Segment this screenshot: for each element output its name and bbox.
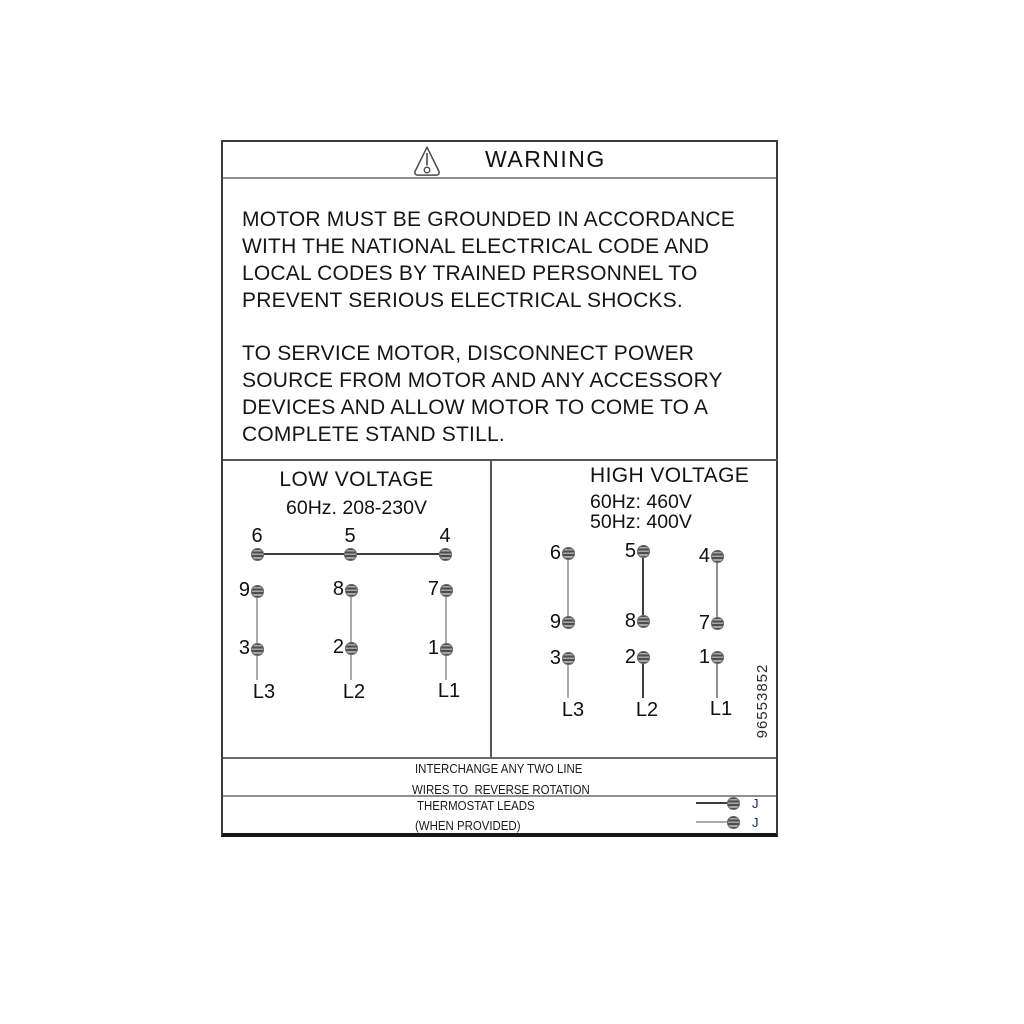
high-voltage-title: HIGH VOLTAGE [590,464,750,487]
warning-title: WARNING [485,146,606,172]
wire-line [445,590,447,680]
wire-line [567,553,569,622]
motor-warning-label [221,140,778,837]
thermostat-j-label: J [752,815,759,830]
lv-lead-label-l3: L3 [252,681,276,703]
terminal-screw-icon [440,643,453,656]
thermostat-lead-wire [696,821,729,823]
lv-terminal-9-label: 9 [238,579,250,601]
terminal-screw-icon [345,584,358,597]
hv-freq-50: 50Hz: 400V [590,511,692,533]
terminal-screw-icon [344,548,357,561]
warning-text-line: SOURCE FROM MOTOR AND ANY ACCESSORY [242,369,723,392]
grounding-warning-paragraph [242,206,735,314]
terminal-screw-icon [637,651,650,664]
low-voltage-subtitle: 60Hz. 208-230V [286,497,427,519]
wire-line [642,551,644,621]
terminal-screw-icon [345,642,358,655]
part-number: 96553852 [754,663,771,739]
hv-lead-label-l2: L2 [635,699,659,721]
wire-line [716,556,718,623]
rotation-note-line-1: INTERCHANGE ANY TWO LINE [415,761,583,776]
thermostat-lead-screw-icon [727,816,740,829]
thermostat-note [223,795,776,835]
warning-header [223,142,776,179]
warning-text-line: PREVENT SERIOUS ELECTRICAL SHOCKS. [242,289,683,312]
terminal-screw-icon [637,545,650,558]
low-voltage-title: LOW VOLTAGE [279,468,434,491]
lv-terminal-3-label: 3 [238,637,250,659]
warning-triangle-icon [413,145,441,176]
terminal-screw-icon [562,616,575,629]
thermostat-lead-wire [696,802,729,804]
lv-terminal-5-label: 5 [344,525,356,547]
hv-freq-60: 60Hz: 460V [590,491,692,513]
low-voltage-panel [223,459,490,759]
warning-text-line: MOTOR MUST BE GROUNDED IN ACCORDANCE [242,208,735,231]
hv-terminal-4-label: 4 [698,545,710,567]
lv-terminal-2-label: 2 [332,636,344,658]
hv-terminal-3-label: 3 [549,647,561,669]
lv-terminal-1-label: 1 [427,637,439,659]
lv-lead-label-l2: L2 [342,681,366,703]
hv-terminal-7-label: 7 [698,612,710,634]
wire-line [256,591,258,680]
terminal-screw-icon [440,584,453,597]
warning-text-line: COMPLETE STAND STILL. [242,423,505,446]
thermostat-j-label: J [752,796,759,811]
lv-terminal-4-label: 4 [439,525,451,547]
terminal-screw-icon [251,643,264,656]
hv-terminal-8-label: 8 [624,610,636,632]
hv-terminal-1-label: 1 [698,646,710,668]
lv-terminal-8-label: 8 [332,578,344,600]
lv-terminal-6-label: 6 [251,525,263,547]
hv-lead-label-l3: L3 [561,699,585,721]
warning-text-line: WITH THE NATIONAL ELECTRICAL CODE AND [242,235,710,258]
terminal-screw-icon [251,585,264,598]
rotation-note [223,757,776,797]
wire-line [350,590,352,680]
hv-terminal-5-label: 5 [624,540,636,562]
warning-text-line: TO SERVICE MOTOR, DISCONNECT POWER [242,342,695,365]
service-warning-paragraph [242,340,723,448]
terminal-screw-icon [711,651,724,664]
thermostat-note-line-1: THERMOSTAT LEADS [417,798,535,813]
high-voltage-panel [490,459,778,759]
terminal-screw-icon [439,548,452,561]
lv-terminal-7-label: 7 [427,578,439,600]
terminal-screw-icon [637,615,650,628]
rotation-note-line-2: WIRES TO REVERSE ROTATION [412,782,590,797]
terminal-screw-icon [562,547,575,560]
hv-terminal-6-label: 6 [549,542,561,564]
terminal-screw-icon [251,548,264,561]
warning-text-line: DEVICES AND ALLOW MOTOR TO COME TO A [242,396,709,419]
terminal-screw-icon [562,652,575,665]
lv-lead-label-l1: L1 [437,680,461,702]
thermostat-lead-screw-icon [727,797,740,810]
hv-terminal-2-label: 2 [624,646,636,668]
terminal-screw-icon [711,550,724,563]
warning-text-line: LOCAL CODES BY TRAINED PERSONNEL TO [242,262,698,285]
terminal-screw-icon [711,617,724,630]
hv-lead-label-l1: L1 [709,698,733,720]
thermostat-note-line-2: (WHEN PROVIDED) [415,818,521,833]
hv-terminal-9-label: 9 [549,611,561,633]
